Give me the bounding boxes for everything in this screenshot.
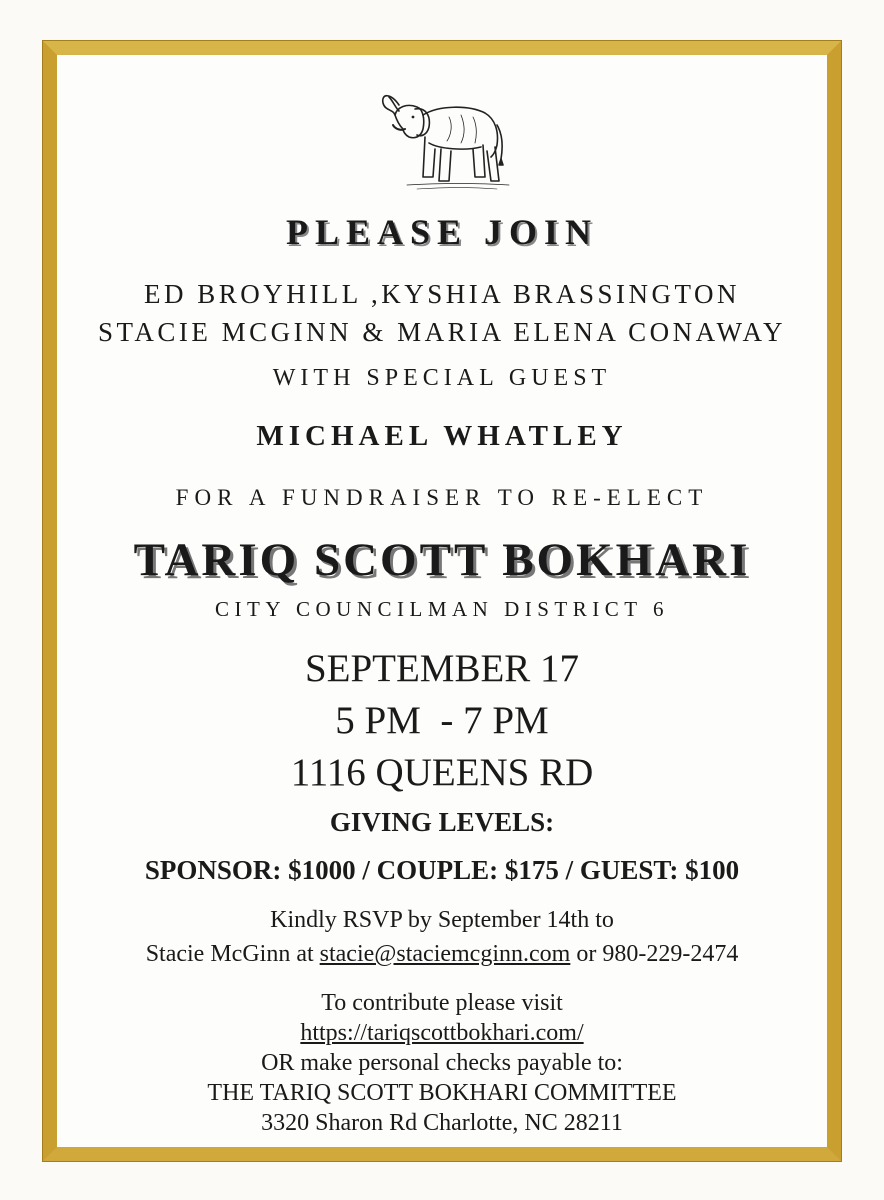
contribute-block <box>57 988 827 1138</box>
host-line: STACIE MCGINN & MARIA ELENA CONAWAY <box>98 317 786 347</box>
event-date: SEPTEMBER 17 <box>304 647 580 690</box>
contribute-url-link[interactable]: https://tariqscottbokhari.com/ <box>300 1020 584 1046</box>
rsvp-block <box>57 903 827 971</box>
contribute-line: To contribute please visit <box>321 990 563 1016</box>
special-guest-intro: WITH SPECIAL GUEST <box>272 365 612 391</box>
rsvp-phone: 980-229-2474 <box>602 941 739 967</box>
rsvp-email-link[interactable]: stacie@staciemcginn.com <box>319 941 571 967</box>
giving-levels: SPONSOR: $1000 / COUPLE: $175 / GUEST: $100 <box>144 855 740 885</box>
purpose-line: FOR A FUNDRAISER TO RE-ELECT <box>175 485 709 510</box>
rsvp-contact <box>57 937 827 971</box>
rsvp-line: Kindly RSVP by September 14th to <box>270 907 614 933</box>
rsvp-contact-prefix: Stacie McGinn at <box>145 941 320 967</box>
candidate-name: TARIQ SCOTT BOKHARI <box>133 534 751 586</box>
event-details <box>57 643 827 799</box>
invitation-card <box>57 55 827 1147</box>
host-line: ED BROYHILL ,KYSHIA BRASSINGTON <box>143 279 741 309</box>
elephant-icon <box>369 85 519 195</box>
hosts <box>57 275 827 351</box>
giving-levels-title: GIVING LEVELS: <box>329 807 555 837</box>
checks-line: OR make personal checks payable to: <box>261 1050 623 1076</box>
office-title: CITY COUNCILMAN DISTRICT 6 <box>215 597 669 621</box>
special-guest-name: MICHAEL WHATLEY <box>256 420 628 452</box>
rsvp-contact-middle: or <box>570 941 603 967</box>
committee-name: THE TARIQ SCOTT BOKHARI COMMITTEE <box>207 1080 677 1106</box>
committee-address: 3320 Sharon Rd Charlotte, NC 28211 <box>261 1110 623 1136</box>
event-address: 1116 QUEENS RD <box>290 751 594 794</box>
event-time: 5 PM - 7 PM <box>335 699 549 742</box>
elephant-eye <box>412 116 415 119</box>
heading: PLEASE JOIN <box>285 212 599 252</box>
